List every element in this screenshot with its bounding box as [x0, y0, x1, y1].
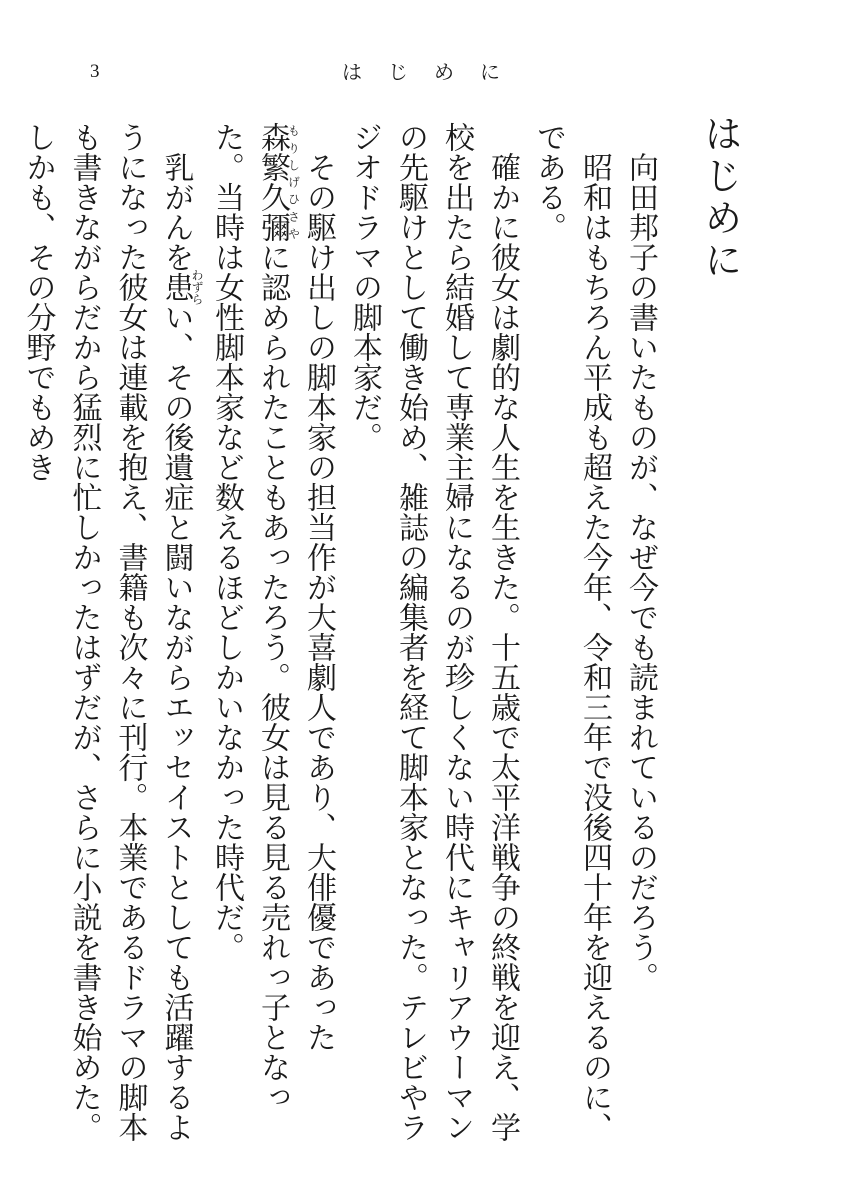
running-head-char: め: [434, 60, 454, 84]
ruby-base: 患: [158, 269, 194, 305]
running-head-char: に: [480, 60, 500, 84]
running-head-char: じ: [388, 60, 408, 84]
chapter-title: はじめに: [698, 114, 742, 282]
paragraph-4-text-a: その駆け出しの脚本家の担当作が大喜劇人であり、大俳優であった: [301, 152, 336, 1052]
paragraph-2: 昭和はもちろん平成も超えた今年、令和三年で没後四十年を迎えるのに、である。: [531, 122, 612, 1142]
paragraph-5: [15, 122, 204, 1152]
ruby-base: 森繁久彌: [255, 122, 290, 242]
paragraph-5-text-b: い、その後遺症と闘いながらエッセイストとしても活躍するようになった彼女は連載を抱え、書籍も次々に刊行。本業であるドラマの脚本も書きながらだから猛烈に忙しかったはずだが、さらに小説を書き始めた。しかも、その分野でもめき: [20, 122, 194, 1142]
paragraph-1: 向田邦子の書いたものが、なぜ今でも読まれているのだろう。: [623, 152, 658, 992]
paragraph-4-text-b: に認められたこともあったろう。彼女は見る見る売れっ子となった。当時は女性脚本家など数えるほどしかいなかった時代だ。: [209, 122, 290, 1112]
running-head-char: は: [342, 60, 362, 84]
furigana-morishige: [255, 122, 301, 242]
ruby-reading: わずら: [190, 269, 204, 305]
running-head: [342, 62, 500, 82]
body-text: [20, 122, 663, 1152]
ruby-reading: もりしげひさや: [286, 122, 301, 242]
furigana-wazurai: [158, 269, 204, 305]
page-number: 3: [90, 61, 100, 82]
paragraph-5-text-a: 乳がんを: [158, 152, 194, 272]
paragraph-4: [203, 122, 341, 1152]
paragraph-3: 確かに彼女は劇的な人生を生きた。十五歳で太平洋戦争の終戦を迎え、学校を出たら結婚して専業主婦になるのが珍しくない時代にキャリアウーマンの先駆けとして働き始め、雑誌の編集者を経て脚本家となった。テレビやラジオドラマの脚本家だ。: [347, 122, 520, 1142]
